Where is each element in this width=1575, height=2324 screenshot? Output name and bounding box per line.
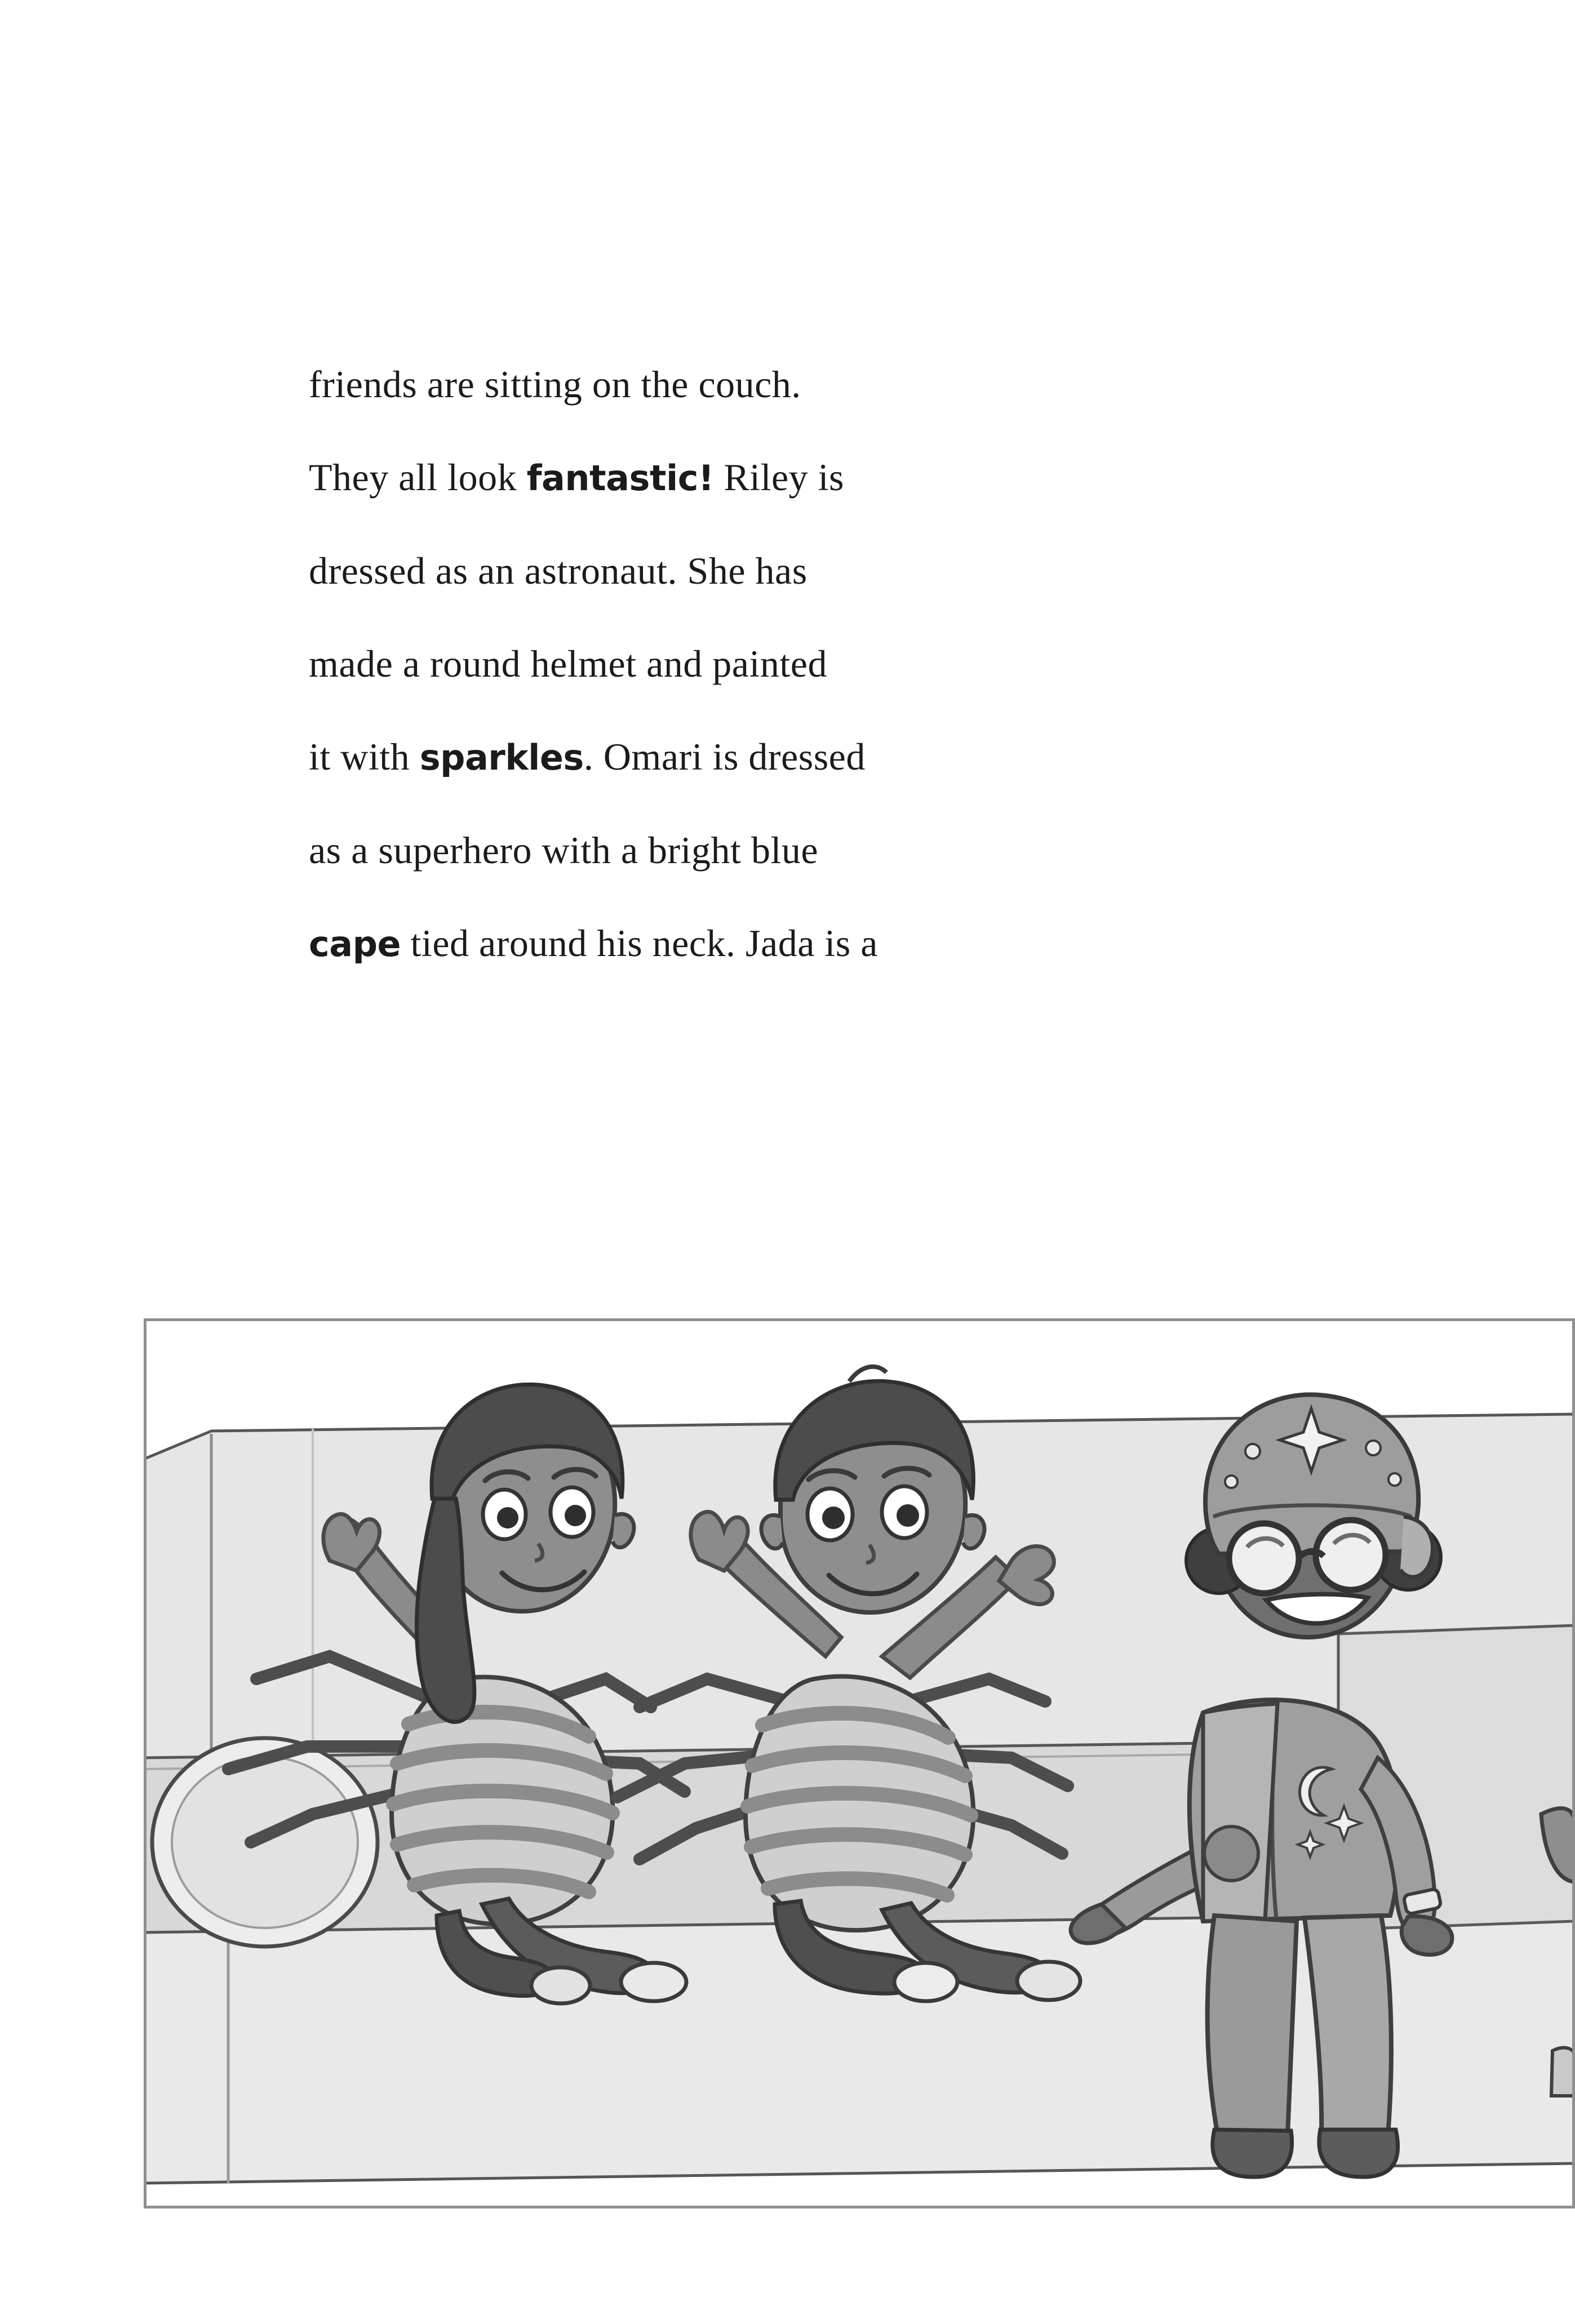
story-line-4: made a round helmet and painted — [309, 642, 827, 685]
story-paragraph — [309, 338, 1267, 990]
emphasis-cape: cape — [309, 923, 401, 965]
story-illustration — [144, 1318, 1575, 2209]
emphasis-sparkles: sparkles — [419, 737, 584, 778]
story-line-7: cape tied around his neck. Jada is a — [309, 922, 878, 965]
story-line-3: dressed as an astronaut. She has — [309, 549, 808, 592]
story-line-5: it with sparkles. Omari is dressed — [309, 735, 866, 778]
story-line-1: friends are sitting on the couch. — [309, 363, 801, 406]
emphasis-fantastic: fantastic! — [526, 457, 714, 499]
story-line-6: as a superhero with a bright blue — [309, 829, 819, 872]
story-line-2: They all look fantastic! Riley is — [309, 456, 845, 499]
